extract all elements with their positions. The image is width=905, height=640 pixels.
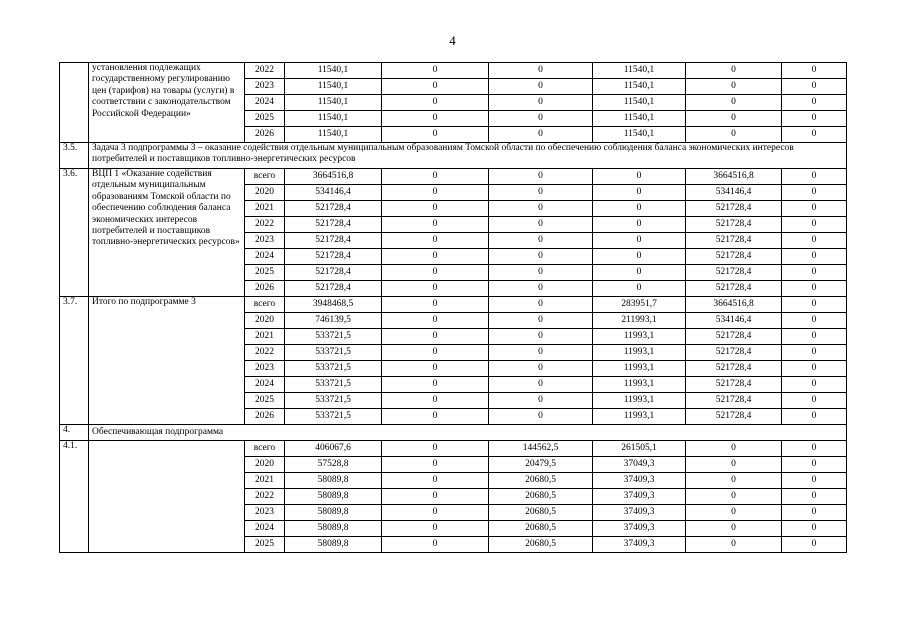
value-cell: 0 <box>489 233 593 249</box>
value-cell: 0 <box>782 297 847 313</box>
value-cell: 58089,8 <box>285 521 382 537</box>
year-cell: 2022 <box>245 63 285 79</box>
year-cell: 2022 <box>245 345 285 361</box>
value-cell: 0 <box>382 95 489 111</box>
row-number <box>60 63 89 143</box>
value-cell: 11993,1 <box>593 329 686 345</box>
value-cell: 11540,1 <box>593 127 686 143</box>
year-cell: 2024 <box>245 95 285 111</box>
value-cell: 0 <box>489 127 593 143</box>
value-cell: 0 <box>686 127 782 143</box>
value-cell: 0 <box>382 393 489 409</box>
value-cell: 0 <box>382 457 489 473</box>
value-cell: 0 <box>382 281 489 297</box>
value-cell: 521728,4 <box>686 329 782 345</box>
value-cell: 0 <box>782 217 847 233</box>
value-cell: 533721,5 <box>285 329 382 345</box>
value-cell: 0 <box>686 79 782 95</box>
value-cell: 0 <box>782 345 847 361</box>
value-cell: 0 <box>382 201 489 217</box>
value-cell: 0 <box>489 217 593 233</box>
table-row <box>60 441 847 457</box>
value-cell: 11540,1 <box>285 111 382 127</box>
year-cell: 2025 <box>245 265 285 281</box>
value-cell: 11993,1 <box>593 377 686 393</box>
value-cell: 0 <box>686 489 782 505</box>
value-cell: 0 <box>382 537 489 553</box>
value-cell: 0 <box>382 329 489 345</box>
value-cell: 0 <box>593 169 686 185</box>
value-cell: 0 <box>382 313 489 329</box>
value-cell: 0 <box>382 489 489 505</box>
value-cell: 0 <box>782 79 847 95</box>
value-cell: 11540,1 <box>285 63 382 79</box>
value-cell: 0 <box>489 297 593 313</box>
year-cell: 2022 <box>245 217 285 233</box>
value-cell: 0 <box>489 281 593 297</box>
value-cell: 0 <box>782 313 847 329</box>
section-title: Задача 3 подпрограммы 3 – оказание содействия отдельным муниципальным образованиям Томской области по обеспечению соблюдения баланса экономических интересов потребителей и поставщиков топливно-энергетических ресурсов <box>89 143 847 169</box>
value-cell: 0 <box>382 265 489 281</box>
year-cell: 2026 <box>245 127 285 143</box>
value-cell: 0 <box>382 79 489 95</box>
value-cell: 521728,4 <box>285 265 382 281</box>
year-cell: 2024 <box>245 249 285 265</box>
value-cell: 0 <box>782 441 847 457</box>
value-cell: 0 <box>382 297 489 313</box>
year-cell: всего <box>245 441 285 457</box>
value-cell: 20479,5 <box>489 457 593 473</box>
value-cell: 37409,3 <box>593 521 686 537</box>
value-cell: 0 <box>489 185 593 201</box>
value-cell: 11540,1 <box>285 79 382 95</box>
page-number: 4 <box>449 33 456 48</box>
value-cell: 0 <box>782 265 847 281</box>
item-name: Итого по подпрограмме 3 <box>89 297 245 425</box>
value-cell: 521728,4 <box>686 249 782 265</box>
value-cell: 0 <box>489 409 593 425</box>
value-cell: 0 <box>782 505 847 521</box>
year-cell: 2023 <box>245 361 285 377</box>
value-cell: 0 <box>489 169 593 185</box>
value-cell: 11540,1 <box>285 127 382 143</box>
value-cell: 0 <box>593 201 686 217</box>
value-cell: 533721,5 <box>285 409 382 425</box>
value-cell: 58089,8 <box>285 473 382 489</box>
value-cell: 0 <box>686 95 782 111</box>
value-cell: 11540,1 <box>593 63 686 79</box>
year-cell: 2025 <box>245 111 285 127</box>
value-cell: 521728,4 <box>686 201 782 217</box>
year-cell: 2025 <box>245 393 285 409</box>
value-cell: 0 <box>382 169 489 185</box>
value-cell: 521728,4 <box>686 265 782 281</box>
value-cell: 521728,4 <box>285 217 382 233</box>
value-cell: 0 <box>782 111 847 127</box>
value-cell: 0 <box>782 377 847 393</box>
row-number: 3.7. <box>60 297 89 425</box>
item-name: установления подлежащих государственному регулированию цен (тарифов) на товары (услуги) в соответствии с законодательством Российской Федерации» <box>89 63 245 143</box>
value-cell: 0 <box>593 185 686 201</box>
value-cell: 0 <box>782 409 847 425</box>
value-cell: 533721,5 <box>285 361 382 377</box>
value-cell: 521728,4 <box>686 361 782 377</box>
value-cell: 211993,1 <box>593 313 686 329</box>
value-cell: 534146,4 <box>686 185 782 201</box>
value-cell: 11993,1 <box>593 393 686 409</box>
value-cell: 0 <box>782 521 847 537</box>
table-row <box>60 63 847 79</box>
item-name: ВЦП 1 «Оказание содействия отдельным муниципальным образованиям Томской области по обеспечению соблюдения баланса экономических интересов потребителей и поставщиков топливно-энергетических ресурсов» <box>89 169 245 297</box>
value-cell: 0 <box>782 127 847 143</box>
value-cell: 3664516,8 <box>686 169 782 185</box>
value-cell: 0 <box>489 249 593 265</box>
value-cell: 0 <box>489 393 593 409</box>
value-cell: 0 <box>382 233 489 249</box>
value-cell: 0 <box>382 111 489 127</box>
value-cell: 521728,4 <box>686 393 782 409</box>
value-cell: 0 <box>686 537 782 553</box>
budget-table <box>59 62 847 553</box>
value-cell: 0 <box>782 457 847 473</box>
value-cell: 0 <box>489 95 593 111</box>
value-cell: 521728,4 <box>686 345 782 361</box>
value-cell: 0 <box>489 63 593 79</box>
value-cell: 0 <box>593 281 686 297</box>
value-cell: 746139,5 <box>285 313 382 329</box>
value-cell: 521728,4 <box>686 233 782 249</box>
value-cell: 20680,5 <box>489 521 593 537</box>
value-cell: 0 <box>782 489 847 505</box>
value-cell: 3664516,8 <box>686 297 782 313</box>
value-cell: 534146,4 <box>285 185 382 201</box>
value-cell: 0 <box>382 345 489 361</box>
value-cell: 37409,3 <box>593 489 686 505</box>
value-cell: 20680,5 <box>489 505 593 521</box>
year-cell: 2020 <box>245 313 285 329</box>
value-cell: 0 <box>382 521 489 537</box>
value-cell: 144562,5 <box>489 441 593 457</box>
year-cell: 2020 <box>245 185 285 201</box>
value-cell: 11540,1 <box>593 95 686 111</box>
value-cell: 0 <box>782 233 847 249</box>
value-cell: 20680,5 <box>489 489 593 505</box>
value-cell: 0 <box>782 393 847 409</box>
year-cell: 2025 <box>245 537 285 553</box>
value-cell: 534146,4 <box>686 313 782 329</box>
value-cell: 58089,8 <box>285 505 382 521</box>
row-number: 4.1. <box>60 441 89 553</box>
year-cell: 2021 <box>245 201 285 217</box>
value-cell: 406067,6 <box>285 441 382 457</box>
value-cell: 0 <box>782 169 847 185</box>
value-cell: 0 <box>382 361 489 377</box>
value-cell: 283951,7 <box>593 297 686 313</box>
value-cell: 11540,1 <box>593 111 686 127</box>
value-cell: 57528,8 <box>285 457 382 473</box>
value-cell: 11993,1 <box>593 409 686 425</box>
value-cell: 3664516,8 <box>285 169 382 185</box>
value-cell: 0 <box>686 473 782 489</box>
year-cell: 2021 <box>245 473 285 489</box>
year-cell: 2021 <box>245 329 285 345</box>
value-cell: 11993,1 <box>593 361 686 377</box>
value-cell: 0 <box>382 377 489 393</box>
value-cell: 0 <box>489 377 593 393</box>
value-cell: 0 <box>489 111 593 127</box>
value-cell: 0 <box>489 265 593 281</box>
year-cell: 2024 <box>245 521 285 537</box>
year-cell: 2023 <box>245 79 285 95</box>
value-cell: 533721,5 <box>285 377 382 393</box>
year-cell: всего <box>245 169 285 185</box>
value-cell: 521728,4 <box>686 217 782 233</box>
year-cell: 2024 <box>245 377 285 393</box>
value-cell: 0 <box>593 217 686 233</box>
value-cell: 0 <box>782 249 847 265</box>
section-row <box>60 425 847 441</box>
value-cell: 20680,5 <box>489 537 593 553</box>
value-cell: 0 <box>782 281 847 297</box>
value-cell: 0 <box>782 201 847 217</box>
item-name <box>89 441 245 553</box>
value-cell: 0 <box>686 521 782 537</box>
value-cell: 0 <box>782 537 847 553</box>
value-cell: 20680,5 <box>489 473 593 489</box>
value-cell: 533721,5 <box>285 345 382 361</box>
value-cell: 11993,1 <box>593 345 686 361</box>
value-cell: 521728,4 <box>285 249 382 265</box>
value-cell: 0 <box>782 329 847 345</box>
row-number: 3.5. <box>60 143 89 169</box>
value-cell: 0 <box>489 79 593 95</box>
value-cell: 37409,3 <box>593 505 686 521</box>
section-row <box>60 143 847 169</box>
value-cell: 37409,3 <box>593 473 686 489</box>
value-cell: 0 <box>382 441 489 457</box>
value-cell: 0 <box>382 473 489 489</box>
section-title: Обеспечивающая подпрограмма <box>89 425 847 441</box>
value-cell: 0 <box>782 473 847 489</box>
value-cell: 11540,1 <box>285 95 382 111</box>
value-cell: 0 <box>489 201 593 217</box>
value-cell: 58089,8 <box>285 537 382 553</box>
row-number: 3.6. <box>60 169 89 297</box>
year-cell: 2026 <box>245 409 285 425</box>
value-cell: 521728,4 <box>686 281 782 297</box>
year-cell: 2022 <box>245 489 285 505</box>
value-cell: 0 <box>382 185 489 201</box>
table-row <box>60 169 847 185</box>
value-cell: 0 <box>686 111 782 127</box>
value-cell: 533721,5 <box>285 393 382 409</box>
value-cell: 0 <box>382 249 489 265</box>
row-number: 4. <box>60 425 89 441</box>
value-cell: 0 <box>593 233 686 249</box>
value-cell: 0 <box>489 361 593 377</box>
value-cell: 521728,4 <box>686 409 782 425</box>
value-cell: 0 <box>382 505 489 521</box>
value-cell: 0 <box>782 185 847 201</box>
year-cell: 2026 <box>245 281 285 297</box>
value-cell: 0 <box>489 313 593 329</box>
value-cell: 0 <box>686 505 782 521</box>
value-cell: 11540,1 <box>593 79 686 95</box>
year-cell: всего <box>245 297 285 313</box>
value-cell: 0 <box>382 127 489 143</box>
value-cell: 3948468,5 <box>285 297 382 313</box>
value-cell: 37049,3 <box>593 457 686 473</box>
value-cell: 0 <box>593 265 686 281</box>
value-cell: 58089,8 <box>285 489 382 505</box>
value-cell: 0 <box>686 441 782 457</box>
value-cell: 521728,4 <box>285 201 382 217</box>
value-cell: 37409,3 <box>593 537 686 553</box>
value-cell: 0 <box>782 63 847 79</box>
value-cell: 0 <box>489 345 593 361</box>
value-cell: 0 <box>686 457 782 473</box>
value-cell: 0 <box>593 249 686 265</box>
value-cell: 521728,4 <box>285 233 382 249</box>
value-cell: 521728,4 <box>285 281 382 297</box>
value-cell: 0 <box>782 361 847 377</box>
table-row <box>60 297 847 313</box>
value-cell: 0 <box>489 329 593 345</box>
value-cell: 0 <box>782 95 847 111</box>
value-cell: 0 <box>382 409 489 425</box>
year-cell: 2023 <box>245 505 285 521</box>
year-cell: 2023 <box>245 233 285 249</box>
value-cell: 0 <box>382 63 489 79</box>
value-cell: 0 <box>382 217 489 233</box>
value-cell: 521728,4 <box>686 377 782 393</box>
value-cell: 0 <box>686 63 782 79</box>
value-cell: 261505,1 <box>593 441 686 457</box>
year-cell: 2020 <box>245 457 285 473</box>
